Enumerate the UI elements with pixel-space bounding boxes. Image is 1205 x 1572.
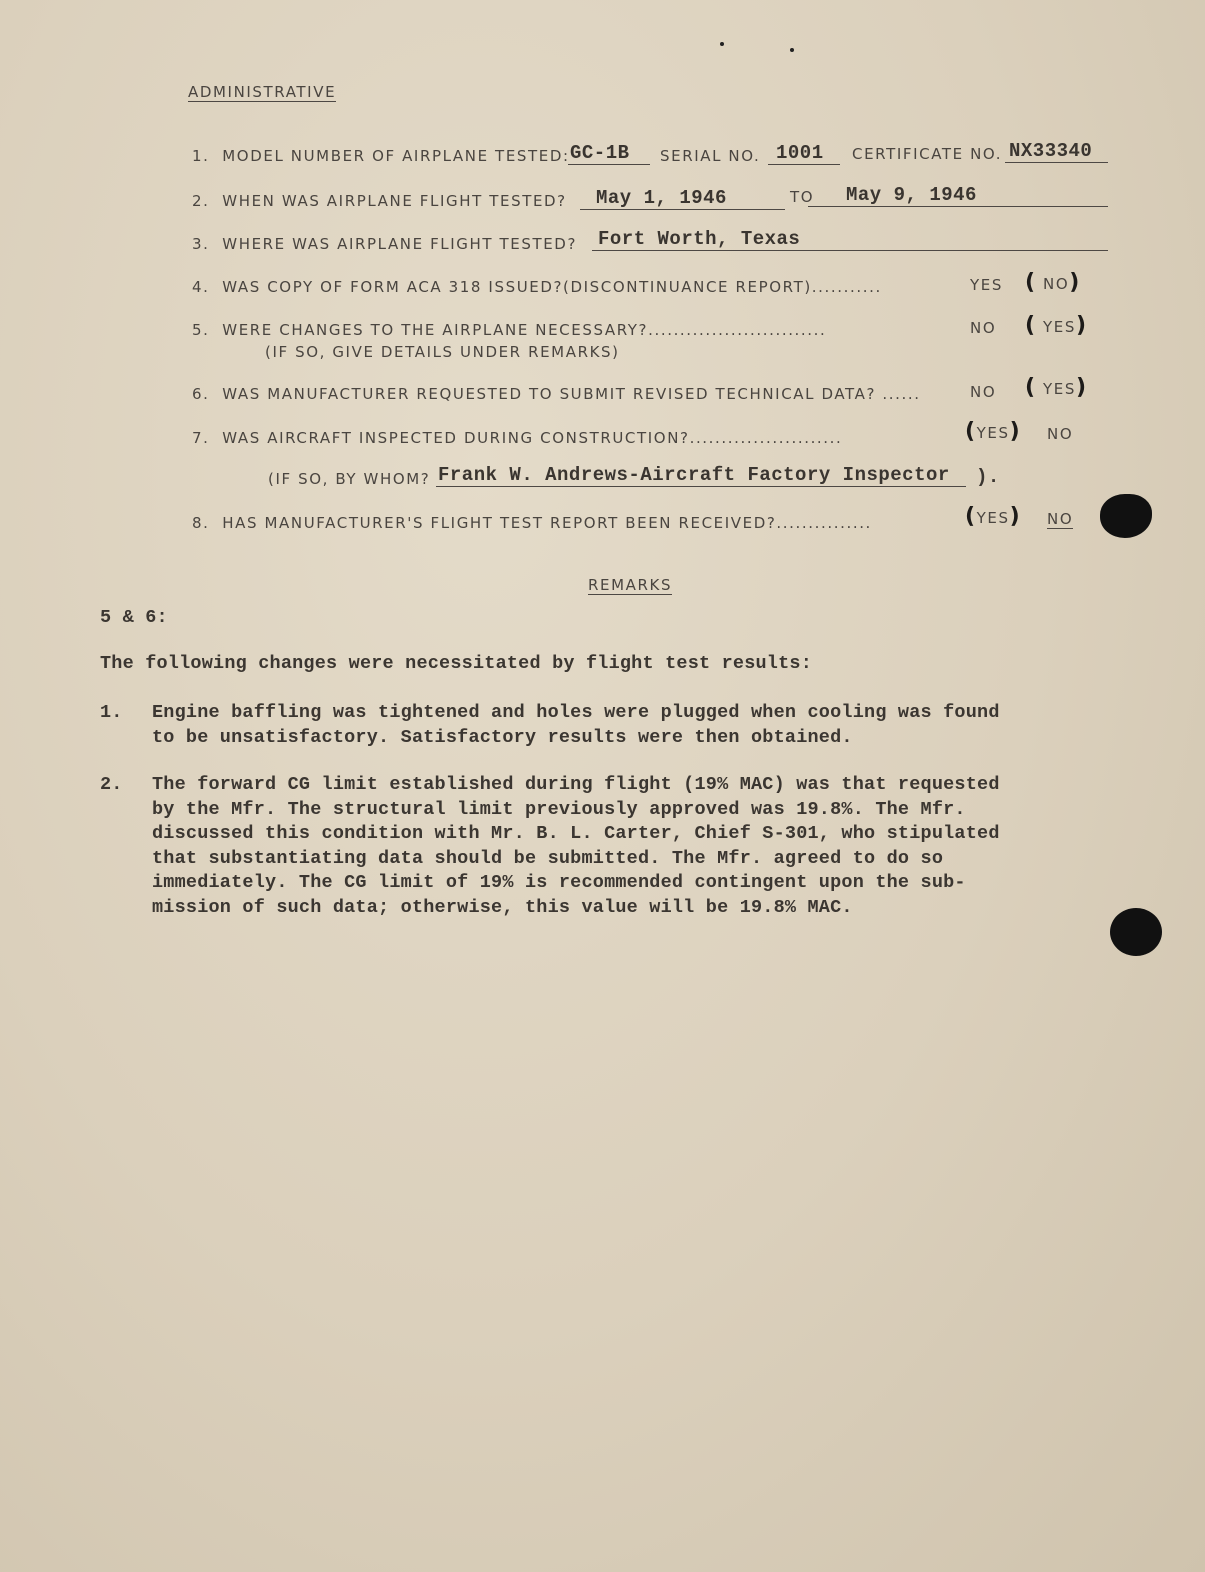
q1-model-value: GC-1B (570, 142, 630, 164)
punch-hole (1100, 494, 1152, 538)
remark-line: discussed this condition with Mr. B. L. Carter, Chief S-301, who stipulated (152, 823, 1000, 844)
q1-row (192, 147, 570, 165)
q3-field (592, 226, 1108, 251)
q1-model-field (568, 140, 650, 165)
q3-value: Fort Worth, Texas (598, 228, 801, 250)
remarks-title: REMARKS (588, 576, 673, 594)
q8-yes-circled: (YES) (965, 504, 1022, 529)
q1-serial-label: SERIAL NO. (660, 147, 761, 165)
remarks-intro: The following changes were necessitated by flight test results: (100, 653, 813, 674)
q6-row (192, 385, 921, 403)
q6-no: NO (970, 383, 997, 401)
q5-yes: YES (1043, 318, 1076, 336)
q1-label: MODEL NUMBER OF AIRPLANE TESTED: (222, 147, 570, 165)
q4-no: NO (1043, 275, 1070, 293)
q5-sub: (IF SO, GIVE DETAILS UNDER REMARKS) (265, 343, 620, 361)
remark-line: Engine baffling was tightened and holes were plugged when cooling was found (152, 702, 1000, 723)
q8-label: HAS MANUFACTURER'S FLIGHT TEST REPORT BEEN RECEIVED?............... (222, 514, 872, 532)
remarks-ref: 5 & 6: (100, 607, 168, 628)
q2-label: WHEN WAS AIRPLANE FLIGHT TESTED? (222, 192, 567, 210)
q5-number: 5. (192, 321, 210, 339)
q1-number: 1. (192, 147, 210, 165)
q4-label: WAS COPY OF FORM ACA 318 ISSUED?(DISCONTINUANCE REPORT)........... (222, 278, 882, 296)
q7-no: NO (1047, 425, 1074, 443)
q5-row (192, 321, 826, 339)
q7-yes: YES (976, 424, 1010, 442)
remark-line: by the Mfr. The structural limit previously approved was 19.8%. The Mfr. (152, 798, 966, 820)
remark-line: to be unsatisfactory. Satisfactory results were then obtained. (152, 726, 853, 748)
q2-to-field (808, 182, 1108, 207)
q6-label: WAS MANUFACTURER REQUESTED TO SUBMIT REVISED TECHNICAL DATA? ...... (222, 385, 921, 403)
q7-by-close: ). (976, 466, 1000, 488)
q2-from-field (580, 185, 785, 210)
q2-from-value: May 1, 1946 (596, 187, 727, 209)
q4-yes: YES (970, 276, 1003, 294)
q3-label: WHERE WAS AIRPLANE FLIGHT TESTED? (222, 235, 578, 253)
q6-number: 6. (192, 385, 210, 403)
remark-line: The forward CG limit established during flight (19% MAC) was that requested (152, 774, 1000, 795)
q7-by-field (436, 462, 966, 487)
q3-row (192, 235, 577, 253)
q1-cert-value: NX33340 (1009, 140, 1093, 162)
remark-item-number: 1. (100, 702, 123, 723)
q7-row (192, 429, 842, 447)
q7-label: WAS AIRCRAFT INSPECTED DURING CONSTRUCTION?........................ (222, 429, 843, 447)
q3-number: 3. (192, 235, 210, 253)
q8-number: 8. (192, 514, 210, 532)
q1-cert-field (1005, 138, 1108, 163)
q1-serial-field (768, 140, 840, 165)
q8-yes: YES (976, 509, 1010, 527)
q5-yes-circled: ( YES) (1025, 313, 1088, 338)
q1-serial-value: 1001 (776, 142, 824, 164)
q5-no: NO (970, 319, 997, 337)
ink-dot (790, 48, 794, 52)
remark-line: mission of such data; otherwise, this value will be 19.8% MAC. (152, 896, 853, 918)
q2-row (192, 192, 567, 210)
remark-item-number: 2. (100, 774, 123, 795)
remark-line: immediately. The CG limit of 19% is recommended contingent upon the sub- (152, 872, 966, 893)
q8-row (192, 514, 872, 532)
remark-line: that substantiating data should be submitted. The Mfr. agreed to do so (152, 847, 944, 869)
q2-to-value: May 9, 1946 (846, 184, 977, 206)
q2-number: 2. (192, 192, 210, 210)
q1-cert-label: CERTIFICATE NO. (852, 145, 1003, 163)
section-title: ADMINISTRATIVE (188, 83, 337, 101)
q4-row (192, 278, 882, 296)
q7-by-label: (IF SO, BY WHOM? (268, 470, 431, 488)
q7-by-value: Frank W. Andrews-Aircraft Factory Inspector (438, 464, 950, 486)
q7-number: 7. (192, 429, 210, 447)
punch-hole (1110, 908, 1162, 956)
q8-no: NO (1047, 510, 1074, 528)
q4-number: 4. (192, 278, 210, 296)
q6-yes: YES (1043, 380, 1076, 398)
q7-yes-circled: (YES) (965, 419, 1022, 444)
q2-to-label: TO (790, 188, 815, 206)
q6-yes-circled: ( YES) (1025, 375, 1088, 400)
q5-label: WERE CHANGES TO THE AIRPLANE NECESSARY?............................ (222, 321, 827, 339)
ink-dot (720, 42, 724, 46)
q4-no-circled: ( NO) (1025, 270, 1081, 295)
